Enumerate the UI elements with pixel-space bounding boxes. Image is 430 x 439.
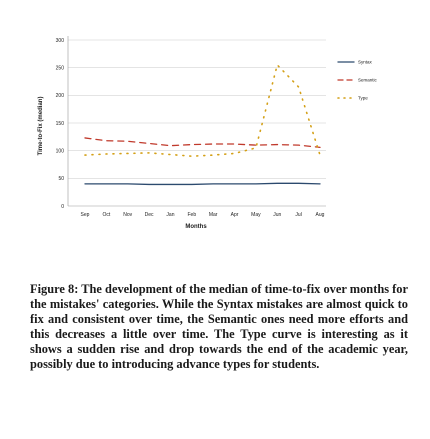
x-tick-label: Oct	[102, 212, 111, 218]
grid-lines	[68, 40, 326, 178]
caption-label: Figure 8:	[30, 282, 79, 296]
x-tick-label: Feb	[187, 212, 197, 218]
figure-caption	[30, 282, 408, 372]
x-axis-label: Months	[185, 224, 207, 230]
legend-label: Type	[358, 95, 368, 101]
legend-label: Syntax	[358, 59, 372, 65]
y-tick-label: 0	[61, 203, 64, 210]
y-axis-label: Time-to-Fix (median)	[38, 96, 44, 156]
series-line-type	[85, 65, 320, 156]
x-tick-label: Dec	[144, 212, 154, 218]
series-line-syntax	[85, 183, 320, 184]
series-line-semantic	[85, 138, 320, 147]
x-tick-label: May	[251, 212, 261, 218]
series-lines	[85, 65, 320, 185]
y-tick-label: 200	[55, 93, 64, 100]
y-tick-label: 250	[55, 65, 64, 72]
x-tick-labels	[81, 212, 325, 218]
y-tick-label: 150	[55, 120, 64, 127]
x-tick-label: Nov	[123, 212, 133, 218]
x-tick-label: Jul	[295, 212, 302, 218]
x-tick-label: Jun	[273, 212, 282, 218]
x-tick-label: Aug	[315, 212, 325, 218]
x-tick-label: Apr	[230, 212, 239, 218]
x-tick-label: Mar	[208, 212, 218, 218]
y-tick-labels	[56, 38, 65, 210]
legend	[338, 60, 378, 101]
x-tick-label: Sep	[80, 212, 90, 218]
x-tick-label: Jan	[166, 212, 175, 218]
y-tick-label: 100	[55, 148, 64, 155]
legend-label: Semantic	[358, 77, 377, 83]
y-tick-label: 50	[58, 176, 64, 183]
caption-text: The development of the median of time-to-fix over months for the mistakes' categories. While the Syntax mistakes are almost quick to fix and consistent over time, the Semantic ones need more efforts and this decreases a little over time. The Type curve is interesting as it shows a sudden rise and drop towards the end of the academic year, possibly due to introducing advance types for students.	[30, 282, 408, 371]
axes	[68, 36, 326, 206]
y-tick-label: 300	[55, 37, 64, 44]
